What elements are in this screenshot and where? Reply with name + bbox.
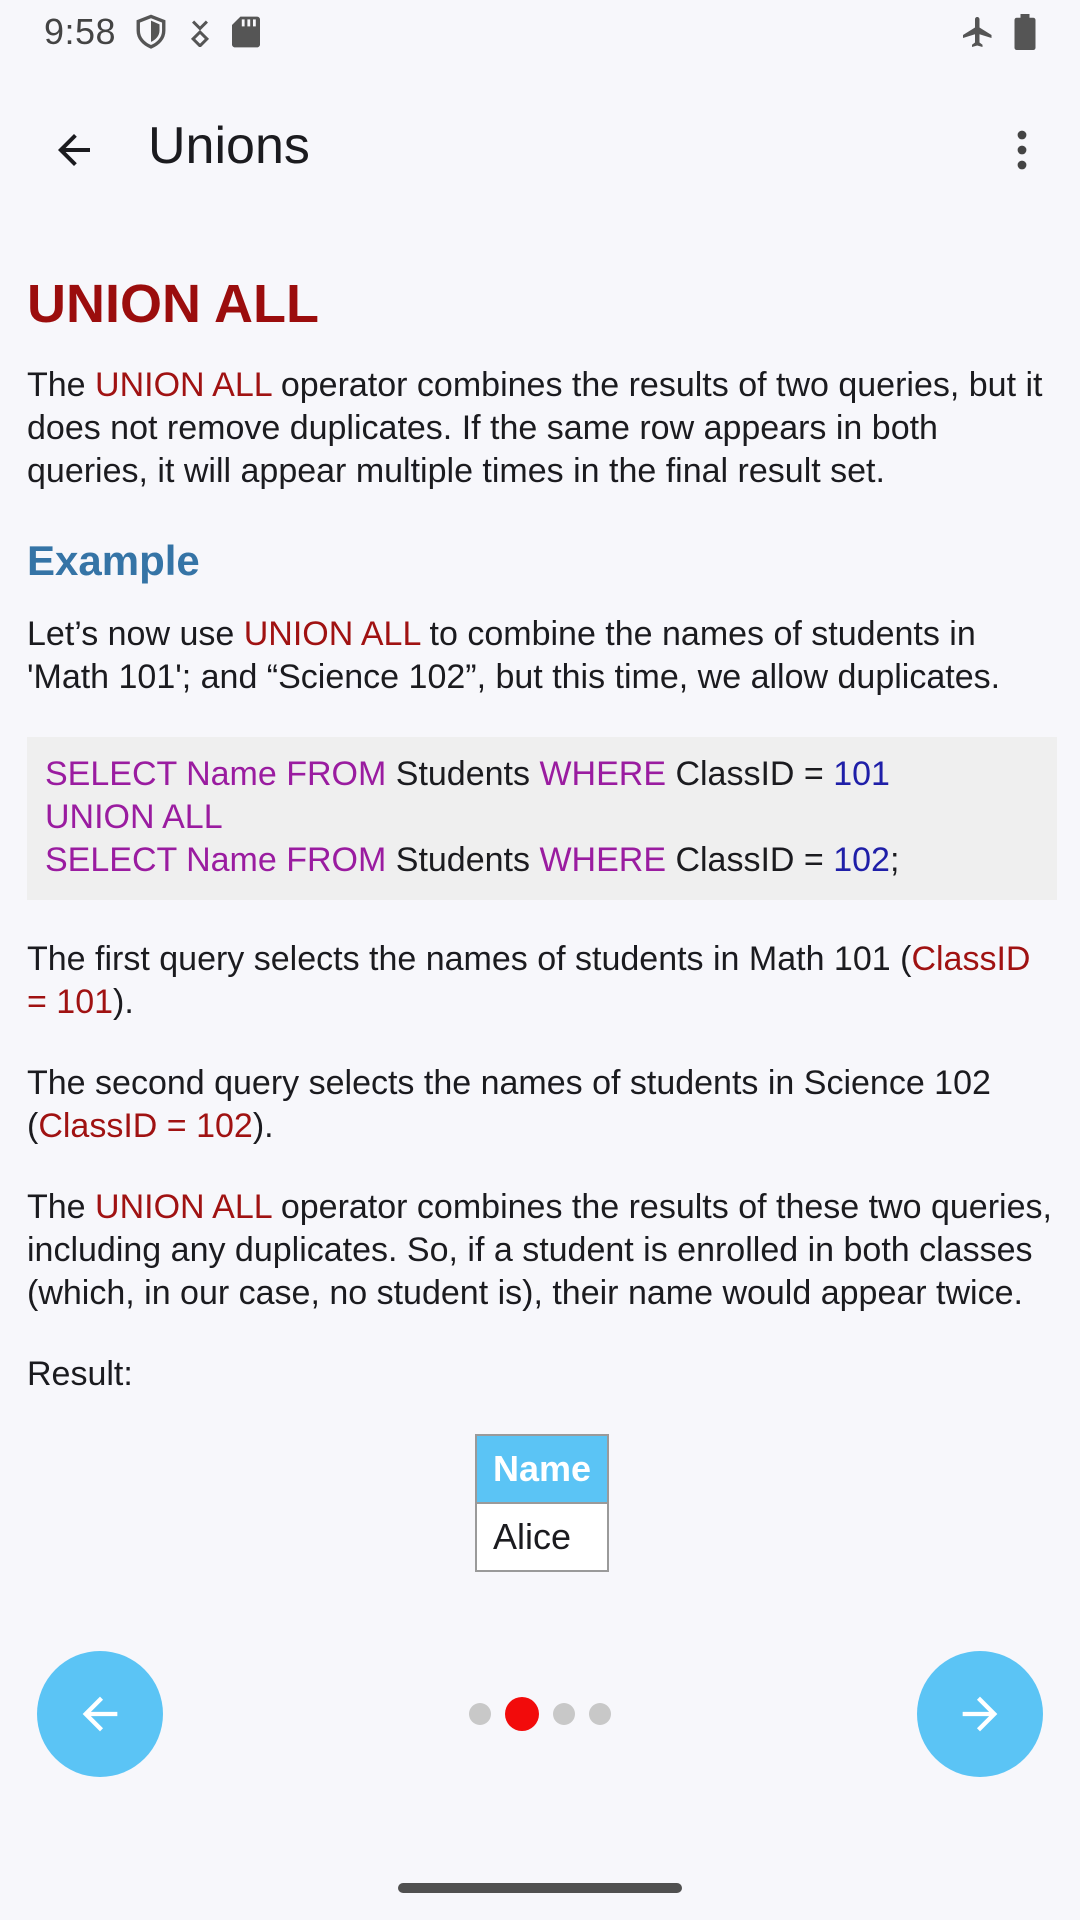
first-query-paragraph [27, 938, 1057, 1024]
second-query-keyword: ClassID = 102 [38, 1107, 253, 1145]
combine-keyword: UNION ALL [95, 1188, 272, 1226]
code-end: ; [889, 841, 900, 879]
code-text: ClassID = [666, 755, 834, 793]
next-page-button[interactable] [917, 1651, 1043, 1777]
example-heading: Example [27, 537, 200, 584]
code-keyword: WHERE [539, 755, 666, 793]
code-line-2 [45, 796, 1039, 839]
first-query-suffix: ). [113, 983, 134, 1021]
table-row [476, 1503, 608, 1571]
second-query-suffix: ). [252, 1107, 274, 1145]
sd-card-icon [232, 15, 260, 49]
first-query-prefix: The first query selects the names of students in Math 101 ( [27, 940, 912, 978]
arrow-back-icon [50, 126, 98, 174]
intro-keyword: UNION ALL [95, 366, 272, 404]
page-dot-active[interactable] [505, 1697, 539, 1731]
first-query-keyword: ClassID = 101 [27, 940, 1031, 1021]
code-keyword: WHERE [539, 841, 666, 879]
example-prefix: Let’s now use [27, 615, 244, 653]
intro-suffix: operator combines the results of two queries, but it does not remove duplicates. If the same row appears in both queries, it will appear multiple times in the final result set. [27, 366, 1043, 490]
battery-icon [1014, 14, 1036, 50]
status-time: 9:58 [44, 11, 117, 52]
example-suffix: to combine the names of students in 'Math 101'; and “Science 102”, but this time, we allow duplicates. [27, 615, 1001, 696]
page-dot[interactable] [553, 1703, 575, 1725]
code-line-1 [45, 753, 1039, 796]
example-keyword: UNION ALL [243, 615, 421, 653]
intro-paragraph [27, 364, 1057, 493]
code-keyword: UNION ALL [45, 798, 223, 836]
page-dot[interactable] [589, 1703, 611, 1725]
download-icon [186, 17, 214, 47]
more-vert-icon [998, 126, 1046, 174]
table-header-row [476, 1435, 608, 1503]
combine-paragraph [27, 1186, 1057, 1315]
code-text: Students [386, 755, 540, 793]
code-text: ClassID = [666, 841, 834, 879]
result-label: Result: [27, 1355, 133, 1393]
code-keyword: SELECT Name FROM [45, 841, 387, 879]
more-options-button[interactable] [984, 112, 1060, 188]
second-query-paragraph [27, 1062, 1057, 1148]
back-button[interactable] [36, 112, 112, 188]
second-query-prefix: The second query selects the names of students in Science 102 ( [27, 1064, 991, 1145]
combine-suffix: operator combines the results of these two queries, including any duplicates. So, if a student is enrolled in both classes (which, in our case, no student is), their name would appear twice. [27, 1188, 1052, 1312]
page-dot[interactable] [469, 1703, 491, 1725]
code-text: Students [386, 841, 540, 879]
code-number: 101 [833, 755, 890, 793]
intro-prefix: The [27, 366, 96, 404]
airplane-icon [960, 14, 996, 50]
table-header-name: Name [476, 1435, 608, 1503]
table-cell: Alice [476, 1503, 608, 1571]
code-keyword: SELECT Name FROM [45, 755, 387, 793]
page-title: Unions [148, 117, 310, 175]
code-number: 102 [833, 841, 890, 879]
result-table [475, 1434, 609, 1572]
shield-icon [134, 13, 168, 51]
app-bar [0, 94, 1080, 202]
status-left [44, 11, 260, 53]
home-indicator[interactable] [398, 1883, 682, 1893]
status-bar [0, 0, 1080, 64]
code-block [27, 737, 1057, 900]
arrow-right-icon [954, 1688, 1006, 1740]
lesson-content[interactable] [27, 240, 1057, 1632]
section-heading: UNION ALL [27, 274, 319, 334]
status-right [960, 14, 1036, 50]
example-paragraph [27, 613, 1057, 699]
code-line-3 [45, 839, 1039, 882]
combine-prefix: The [27, 1188, 96, 1226]
